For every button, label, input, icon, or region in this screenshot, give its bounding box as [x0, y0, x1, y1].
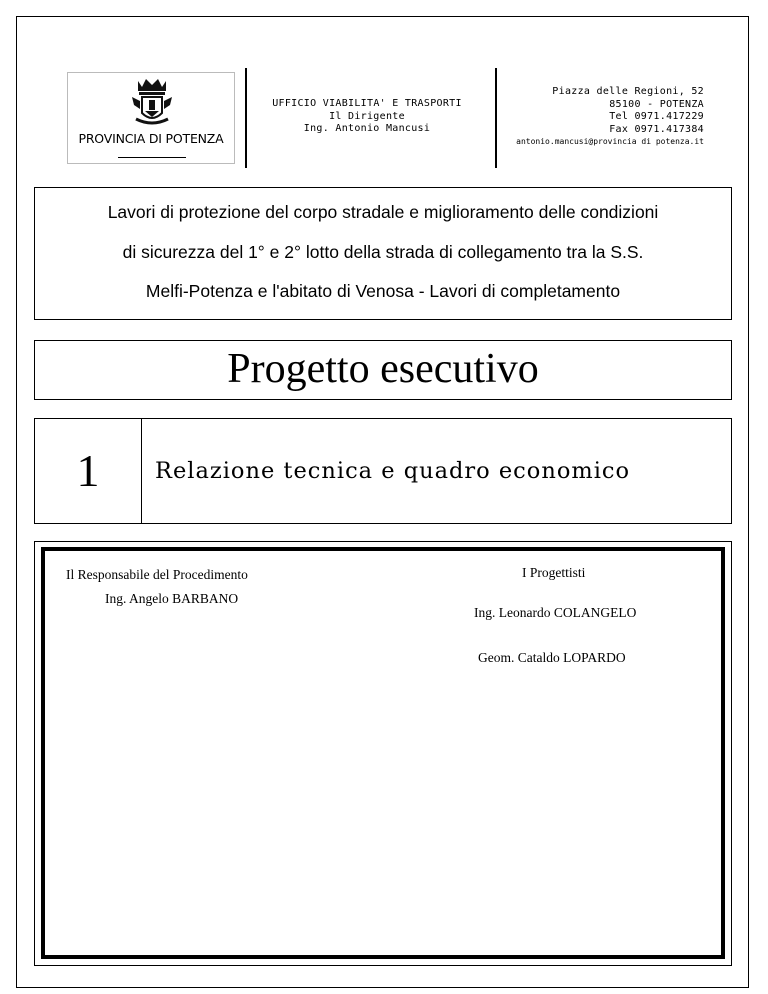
logo-name: PROVINCIA DI POTENZA	[78, 131, 224, 146]
contact-address: Piazza delle Regioni, 52	[552, 86, 704, 97]
responsabile-role: Il Responsabile del Procedimento	[66, 567, 248, 582]
office-role: Il Dirigente	[329, 110, 405, 122]
header-divider-right	[495, 68, 497, 168]
logo-underline	[118, 157, 186, 158]
header-divider-left	[245, 68, 247, 168]
document-box	[34, 418, 732, 524]
contact-tel: Tel 0971.417229	[609, 111, 704, 122]
project-title-line-3: Melfi-Potenza e l'abitato di Venosa - Lavori di completamento	[145, 281, 621, 301]
contact-email: antonio.mancusi@provincia di potenza.it	[516, 137, 704, 146]
contact-city: 85100 - POTENZA	[609, 98, 704, 110]
responsabile-name: Ing. Angelo BARBANO	[105, 591, 239, 606]
contact-fax: Fax 0971.417384	[609, 123, 704, 135]
coat-of-arms-icon	[130, 75, 174, 129]
project-title-line-1: Lavori di protezione del corpo stradale e miglioramento delle condizioni	[107, 202, 659, 222]
progettisti-role: I Progettisti	[522, 565, 586, 580]
office-block	[256, 98, 478, 136]
office-head: Ing. Antonio Mancusi	[303, 123, 431, 134]
office-name: UFFICIO VIABILITA' E TRASPORTI	[272, 98, 462, 109]
progettista-2: Geom. Cataldo LOPARDO	[478, 650, 626, 665]
progettista-1: Ing. Leonardo COLANGELO	[474, 605, 637, 620]
document-title: Relazione tecnica e quadro economico	[155, 458, 631, 484]
project-title-line-2: di sicurezza del 1° e 2° lotto della strada di collegamento tra la S.S.	[122, 242, 644, 262]
project-title-box	[34, 187, 732, 320]
contact-block	[516, 86, 704, 149]
document-number: 1	[35, 419, 142, 523]
province-logo	[67, 72, 235, 164]
project-phase: Progetto esecutivo	[34, 340, 732, 400]
